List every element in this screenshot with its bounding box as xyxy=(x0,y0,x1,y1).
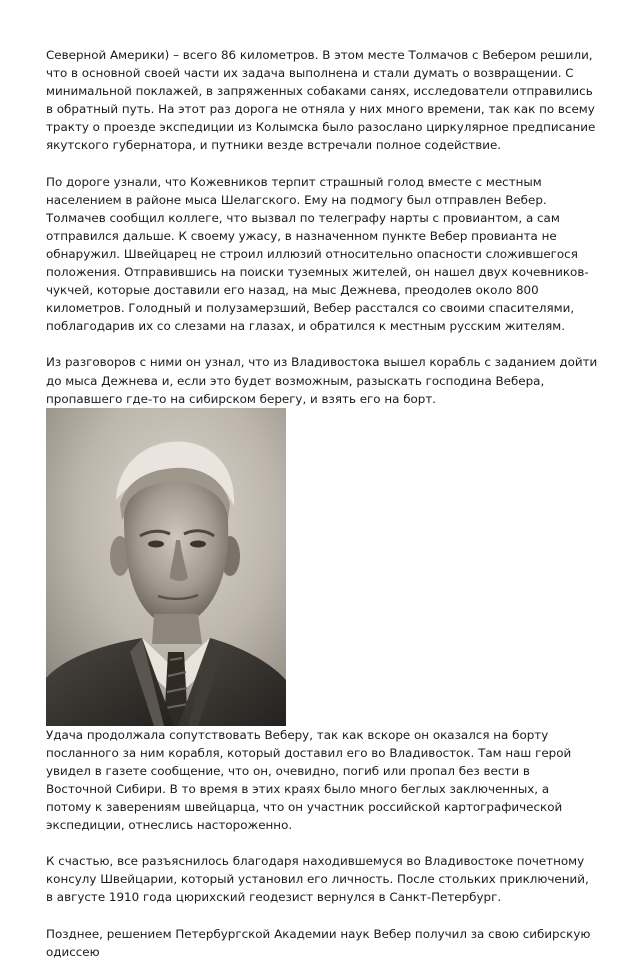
paragraph-1: Северной Америки) – всего 86 километров. В этом месте Толмачов с Вебером решили, что в основной своей части их задача выполнена и стали думать о возвращении. С минимальной поклажей, в запряженных собаками санях, исследователи отправились в обратный путь. На этот раз дорога не отняла у них много времени, так как по всему тракту о проезде экспедиции из Колымска было разослано циркулярное предписание якутского губернатора, и путники везде встречали полное содействие. xyxy=(46,48,596,153)
paragraph-6: Позднее, решением Петербургской Академии наук Вебер получил за свою сибирскую одиссею xyxy=(46,926,591,959)
portrait-image xyxy=(46,408,286,726)
portrait-photo xyxy=(46,408,286,726)
paragraph-4: Удача продолжала сопутствовать Веберу, так как вскоре он оказался на борту посланного за ним корабля, который доставил его во Владивосток. Там наш герой увидел в газете сообщение, что он, очевидно, погиб или пропал без вести в Восточной Сибири. В то время в этих краях было много беглых заключенных, а потому к заверениям швейцарца, что он участник российской картографической экспедиции, отнеслись настороженно. xyxy=(46,727,572,833)
paragraph-3: Из разговоров с ними он узнал, что из Владивостока вышел корабль с заданием дойти до мыса Дежнева и, если это будет возможным, разыскать господина Вебера, пропавшего где-то на сибирском берегу, и взять его на борт. xyxy=(46,355,598,406)
paragraph-5: К счастью, все разъяснилось благодаря находившемуся во Владивостоке почетному консулу Швейцарии, который установил его личность. После стольких приключений, в августе 1910 года цюрихский геодезист вернулся в Санкт-Петербург. xyxy=(46,854,589,905)
document-page xyxy=(46,46,598,979)
paragraph-2: По дороге узнали, что Кожевников терпит страшный голод вместе с местным населением в районе мыса Шелагского. Ему на подмогу был отправлен Вебер. Толмачев сообщил коллеге, что вызвал по телеграфу нарты с провиантом, а сам отправился дальше. К своему ужасу, в назначенном пункте Вебер провианта не обнаружил. Швейцарец не строил иллюзий относительно опасности сложившегося положения. Отправившись на поиски туземных жителей, он нашел двух кочевников-чукчей, которые доставили его назад, на мыс Дежнева, преодолев около 800 километров. Голодный и полузамерзший, Вебер расстался со своими спасителями, поблагодарив их со слезами на глазах, и обратился к местным русским жителям. xyxy=(46,174,589,334)
